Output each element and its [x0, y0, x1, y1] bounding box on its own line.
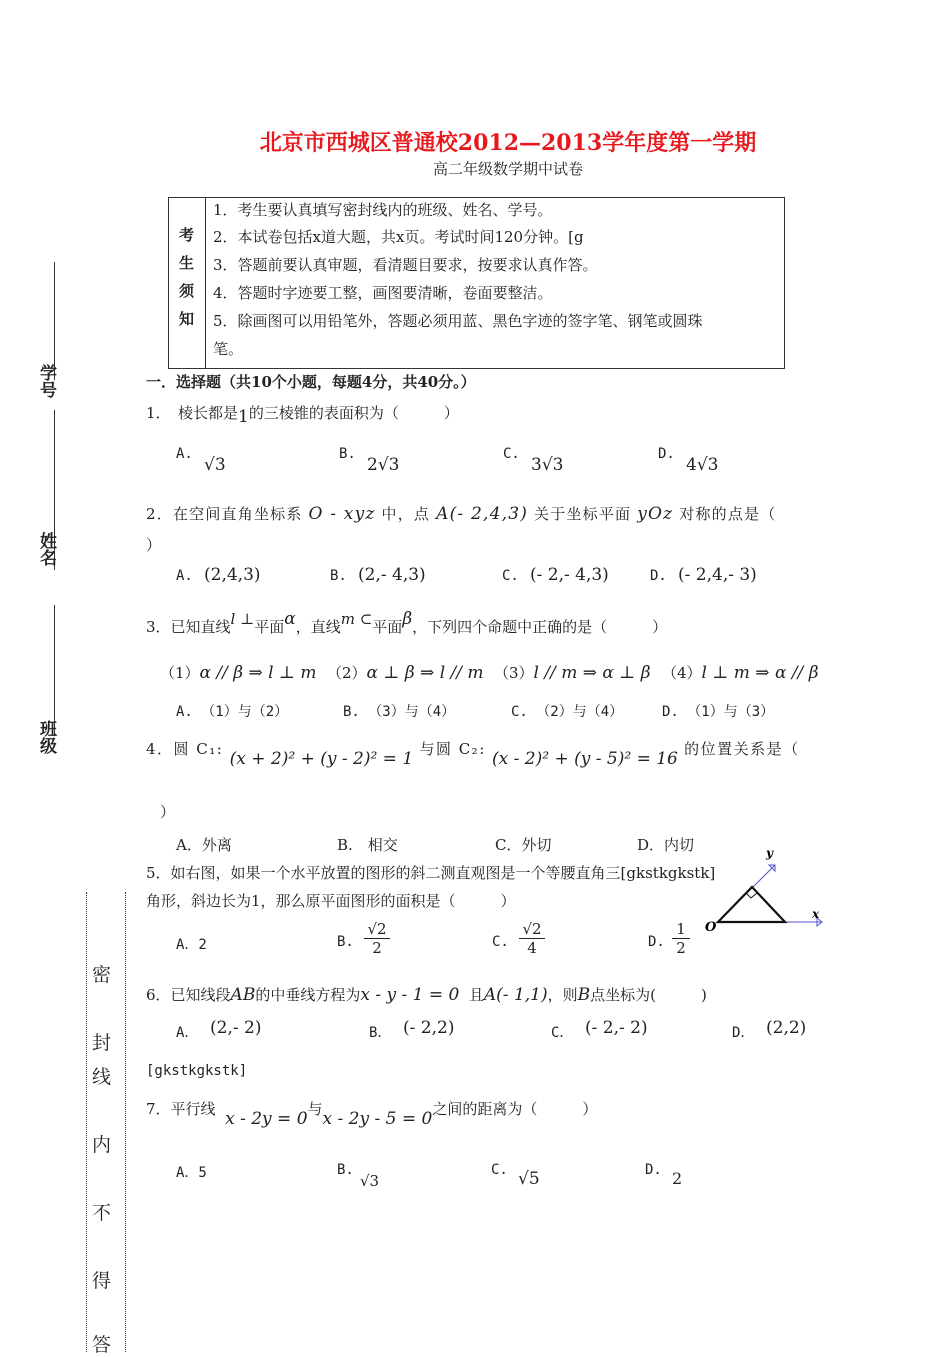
- question-6: [146, 984, 707, 1005]
- q4-option-c: C．外切: [495, 836, 552, 854]
- q7-option-d: 2: [672, 1169, 683, 1188]
- q5-option-c-fraction: [519, 920, 545, 957]
- q2-math: A(- 2,4,3): [436, 504, 529, 524]
- xuehao-label: 学号: [36, 364, 56, 398]
- q1-option-b: 2√3: [367, 455, 400, 475]
- q3-prop-math: l // m ⇒ α ⊥ β: [533, 663, 651, 683]
- q7-option-a: A．5: [176, 1165, 207, 1181]
- q6-option-c-label: C．: [551, 1025, 574, 1041]
- q6-math: A(- 1,1): [483, 985, 548, 1005]
- notice-line: 笔。: [213, 340, 244, 358]
- fraction-denominator: 2: [676, 939, 686, 957]
- q7-option-d-label: D.: [645, 1162, 662, 1178]
- q6-option-c: (- 2,- 2): [585, 1018, 648, 1038]
- q3-text: 3．已知直线: [146, 618, 231, 636]
- q2-option-d: (- 2,4,- 3): [678, 565, 757, 585]
- q5-figure: [700, 843, 830, 938]
- q4-text: 的位置关系是（: [684, 740, 800, 758]
- q1-option-c-label: C.: [503, 446, 520, 462]
- notice-line: 2．本试卷包括x道大题，共x页。考试时间120分钟。[g: [213, 228, 584, 246]
- question-7: [146, 1098, 598, 1129]
- q5-option-d-fraction: [672, 920, 690, 957]
- exam-title: 北京市西城区普通校2012—2013学年度第一学期: [259, 130, 757, 156]
- q6-math: x - y - 1 = 0: [360, 985, 460, 1005]
- q6-text: 6．已知线段: [146, 986, 231, 1004]
- q1-option-a: √3: [204, 455, 226, 475]
- q3-text: ，直线: [295, 618, 341, 636]
- q2-text: 中，点: [381, 505, 431, 523]
- notice-line: 5．除画图可以用铅笔外，答题必须用蓝、黑色字迹的签字笔、钢笔或圆珠: [213, 312, 703, 330]
- seal-line-left: [86, 892, 88, 1352]
- fraction-denominator: 2: [372, 939, 382, 957]
- seal-char: 密: [92, 964, 112, 986]
- q3-prop-num: （1）: [160, 664, 200, 682]
- q1-option-d: 4√3: [686, 455, 719, 475]
- q7-text: 7．平行线: [146, 1100, 216, 1118]
- notice-side-label: [169, 198, 206, 368]
- banji-line: [54, 605, 55, 735]
- q2-option-a-label: A.: [176, 568, 193, 584]
- q3-text: 平面: [254, 618, 285, 636]
- q6-option-d: (2,2): [766, 1018, 807, 1038]
- q5-option-b-fraction: [364, 920, 390, 957]
- question-5-line1: 5．如右图，如果一个水平放置的图形的斜二测直观图是一个等腰直角三[gkstkgkstk]: [146, 864, 716, 882]
- q3-text: 平面: [372, 618, 403, 636]
- q2-option-b: (2,- 4,3): [358, 565, 426, 585]
- q3-prop-num: （4）: [662, 664, 702, 682]
- fraction-numerator: √2: [519, 920, 545, 939]
- q7-option-c: √5: [518, 1169, 540, 1189]
- q3-proposition-2: [327, 662, 484, 683]
- fraction-denominator: 4: [527, 939, 537, 957]
- q2-text: 2．在空间直角坐标系: [146, 505, 303, 523]
- q3-proposition-1: [160, 662, 317, 683]
- notice-side-char: 生: [179, 254, 195, 272]
- q3-prop-num: （3）: [494, 664, 534, 682]
- q6-math: AB: [230, 985, 256, 1005]
- xingming-label: 姓名: [36, 532, 56, 566]
- banji-label: 班级: [36, 720, 56, 754]
- q6-option-a: (2,- 2): [210, 1018, 262, 1038]
- notice-line: 3．答题前要认真审题，看清题目要求，按要求认真作答。: [213, 256, 598, 274]
- q4-option-d: D．内切: [637, 836, 695, 854]
- notice-side-char: 须: [179, 282, 195, 300]
- q5-option-a: A．2: [176, 937, 207, 953]
- q5-option-b-label: B.: [337, 934, 354, 950]
- q1-option-c: 3√3: [531, 455, 564, 475]
- seal-char: 线: [92, 1066, 112, 1088]
- q3-proposition-4: [662, 662, 819, 683]
- q2-math: O - xyz: [308, 504, 376, 524]
- seal-char: 得: [92, 1270, 112, 1292]
- q2-math: yOz: [637, 504, 674, 524]
- q6-option-a-label: A．: [176, 1025, 199, 1041]
- question-1: [146, 402, 459, 427]
- q2-option-c: (- 2,- 4,3): [530, 565, 609, 585]
- notice-box: [168, 197, 785, 369]
- q3-prop-math: l ⊥ m ⇒ α // β: [701, 663, 819, 683]
- question-5-line2: 角形，斜边长为1，那么原平面图形的面积是（ ）: [146, 892, 516, 910]
- question-3: [146, 609, 668, 637]
- q6-math: B: [577, 985, 591, 1005]
- q7-text: 之间的距离为（ ）: [432, 1100, 598, 1118]
- q3-math: l ⊥: [230, 610, 255, 628]
- q3-text: ，下列四个命题中正确的是（ ）: [412, 618, 668, 636]
- right-angle-mark: [746, 893, 757, 898]
- notice-line: 1．考生要认真填写密封线内的班级、姓名、学号。: [213, 201, 553, 219]
- q4-text: 4．圆 C₁:: [146, 740, 224, 758]
- q1-option-b-label: B.: [339, 446, 356, 462]
- q2-option-c-label: C.: [502, 568, 519, 584]
- xuehao-line: [54, 262, 55, 380]
- section-heading: 一．选择题（共10个小题，每题4分，共40分。）: [146, 373, 476, 391]
- q2-text: ）: [146, 536, 162, 554]
- q3-proposition-3: [494, 662, 651, 683]
- q7-math: x - 2y = 0: [225, 1109, 308, 1129]
- q3-prop-math: α // β ⇒ l ⊥ m: [199, 663, 317, 683]
- notice-side-char: 考: [179, 226, 195, 244]
- seal-char: 不: [92, 1202, 112, 1224]
- question-4: [146, 738, 800, 769]
- q3-option-c: C. （2）与（4）: [511, 704, 624, 720]
- q6-option-b-label: B．: [369, 1025, 392, 1041]
- q7-text: 与: [307, 1100, 323, 1118]
- q6-text: 且: [468, 986, 484, 1004]
- q3-option-a: A. （1）与（2）: [176, 704, 289, 720]
- fig-label-o: O: [705, 920, 717, 935]
- fig-label-y: y: [766, 846, 773, 860]
- q1-text: 1． 棱长都是: [146, 404, 239, 422]
- q4-text: ）: [160, 803, 176, 821]
- notice-line: 4．答题时字迹要工整，画图要清晰，卷面要整洁。: [213, 284, 553, 302]
- isosceles-right-triangle: [718, 887, 785, 922]
- source-note: [gkstkgkstk]: [146, 1063, 248, 1079]
- q3-option-d: D. （1）与（3）: [662, 704, 775, 720]
- q6-option-d-label: D．: [732, 1025, 755, 1041]
- q3-math: m ⊂: [340, 610, 373, 628]
- q7-math: x - 2y - 5 = 0: [322, 1109, 433, 1129]
- q6-text: 的中垂线方程为: [255, 986, 361, 1004]
- q3-prop-num: （2）: [327, 664, 367, 682]
- question-2: [146, 503, 776, 524]
- q2-text: 对称的点是（: [679, 505, 777, 523]
- q5-option-c-label: C.: [492, 934, 509, 950]
- seal-line-right: [125, 892, 127, 1352]
- fig-label-x: x: [812, 907, 820, 921]
- q1-math: 1: [238, 407, 249, 427]
- q1-option-a-label: A.: [176, 446, 193, 462]
- q2-text: 关于坐标平面: [534, 505, 632, 523]
- q7-option-b: √3: [360, 1172, 380, 1190]
- q3-math: α: [284, 609, 296, 629]
- q4-text: 与圆 C₂:: [419, 740, 486, 758]
- q2-option-b-label: B.: [330, 568, 347, 584]
- q4-math: (x + 2)² + (y - 2)² = 1: [229, 749, 414, 769]
- q1-option-d-label: D.: [658, 446, 675, 462]
- q7-option-b-label: B.: [337, 1162, 354, 1178]
- q3-option-b: B. （3）与（4）: [343, 704, 456, 720]
- q2-option-a: (2,4,3): [204, 565, 261, 585]
- q6-option-b: (- 2,2): [403, 1018, 455, 1038]
- seal-char: 封: [92, 1032, 112, 1054]
- q5-option-d-label: D.: [648, 934, 665, 950]
- q2-option-d-label: D.: [650, 568, 667, 584]
- seal-char: 答: [92, 1334, 112, 1356]
- q6-text: 点坐标为( ): [590, 986, 707, 1004]
- q4-option-a: A．外离: [176, 836, 232, 854]
- q1-text: 的三棱锥的表面积为（ ）: [248, 404, 459, 422]
- q7-option-c-label: C.: [491, 1162, 508, 1178]
- q3-math: β: [402, 609, 413, 629]
- q4-math: (x - 2)² + (y - 5)² = 16: [492, 749, 678, 769]
- fraction-numerator: 1: [672, 920, 690, 939]
- q4-option-b: B. 相交: [337, 836, 398, 854]
- q6-text: ，则: [547, 986, 578, 1004]
- fraction-numerator: √2: [364, 920, 390, 939]
- seal-char: 内: [92, 1134, 112, 1156]
- q3-prop-math: α ⊥ β ⇒ l // m: [366, 663, 484, 683]
- notice-side-char: 知: [179, 310, 195, 328]
- exam-subtitle: 高二年级数学期中试卷: [432, 160, 583, 178]
